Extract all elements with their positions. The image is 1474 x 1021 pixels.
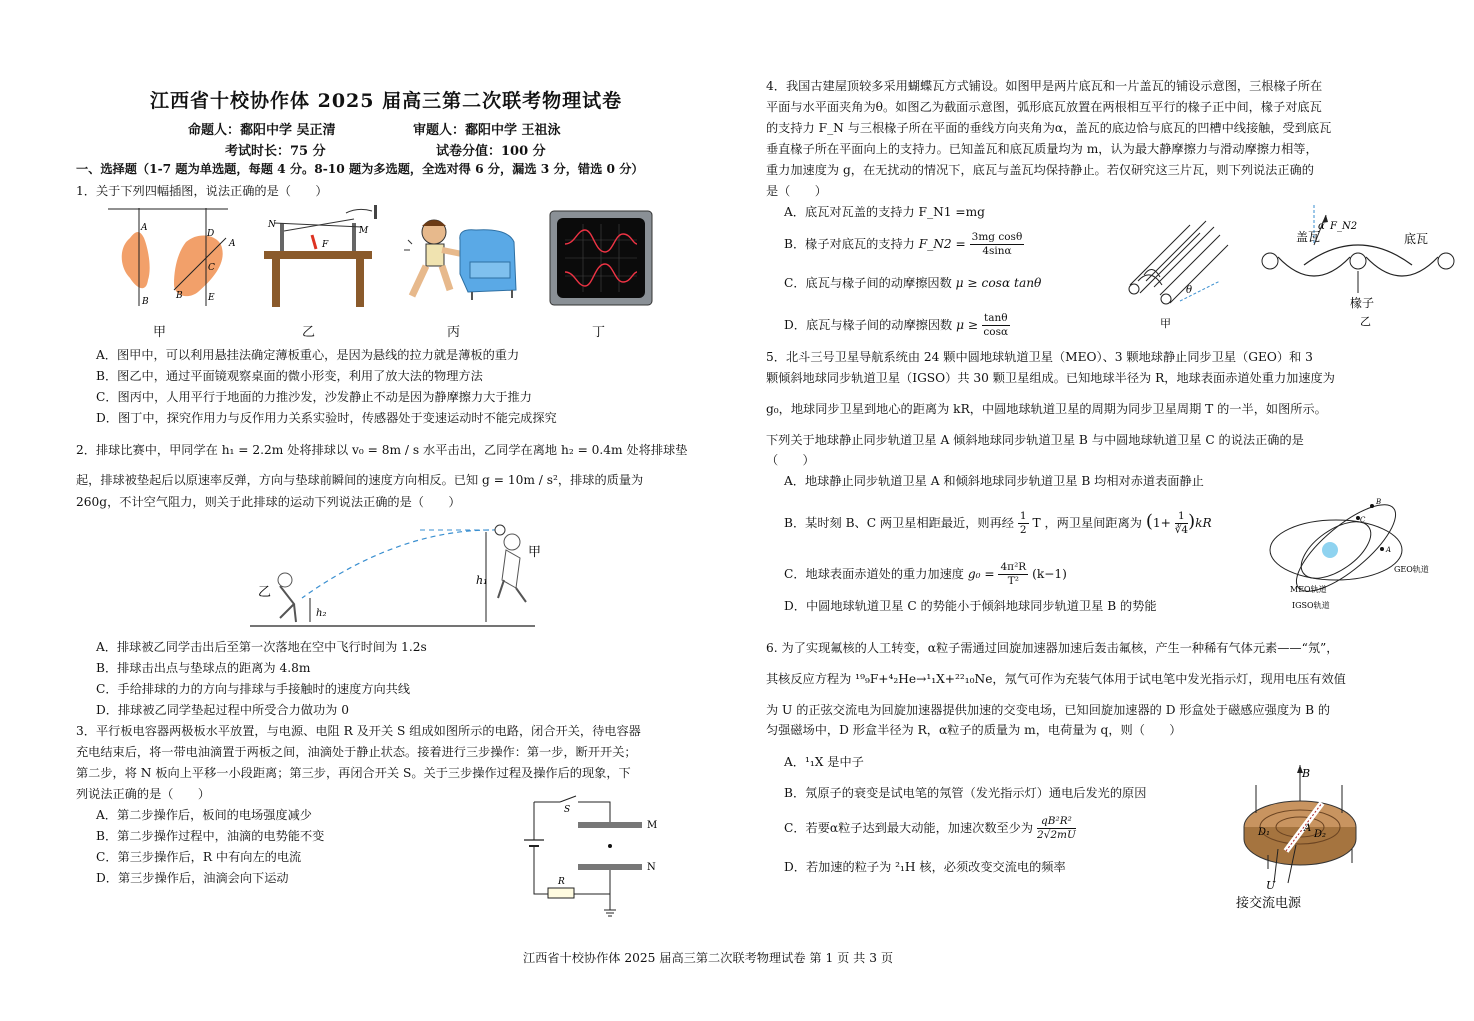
caption-bing: 丙 [447,325,461,340]
board-shape-left [122,232,150,288]
svg-text:A: A [1304,823,1312,834]
q6-option-c: C．若要α粒子达到最大动能，加速次数至少为 $\frac{\text{qB²R²}}{2√2mU}$ [784,815,1076,841]
svg-text:h₁: h₁ [476,574,488,587]
q1-figure-bing [398,210,523,308]
q2-option-b: B．排球击出点与垫球点的距离为 4.8m [96,661,311,675]
q5-option-c: C．地球表面赤道处的重力加速度 g₀ = $\frac{\text{4π²R}}{\text{T²}}$ (k−1) [784,561,1067,587]
svg-text:h₂: h₂ [316,608,327,619]
q2-figure [250,518,540,628]
caption-ding: 丁 [592,325,606,340]
q3-option-b: B．第二步操作过程中，油滴的电势能不变 [96,829,325,843]
svg-text:IGSO轨道: IGSO轨道 [1292,601,1330,610]
q2-line-2: 起，排球被垫起后以原速率反弹，方向与垫球前瞬间的速度方向相反。已知 g = 10m / s²，排球的质量为 [76,473,644,487]
svg-text:M: M [359,226,369,236]
svg-text:乙: 乙 [258,585,272,600]
q1-option-d: D．图丁中，探究作用力与反作用力关系实验时，传感器处于变速运动时不能完成探究 [96,411,557,425]
score-line: 试卷分值：100 分 [436,144,546,159]
svg-text:N: N [268,220,276,230]
q1-option-c: C．图丙中，人用平行于地面的力推沙发，沙发静止不动是因为静摩擦力大于推力 [96,390,532,404]
q4-line-6: 是（ ） [766,184,827,198]
q3-line-2: 充电结束后，将一带电油滴置于两板之间，油滴处于静止状态。接着进行三步操作：第一步，断开开关； [76,745,637,759]
q3-option-c: C．第三步操作后，R 中有向左的电流 [96,850,302,864]
q4-figure-yi [1258,205,1458,330]
q4-option-d: D．底瓦与椽子间的动摩擦因数 μ ≥ $\frac{\tan\theta}{\cos\alpha}$ [784,312,1009,338]
svg-text:A: A [141,223,148,233]
q4-line-2: 平面与水平面夹角为θ。如图乙为截面示意图，弧形底瓦放置在两根相互平行的椽子正中间，椽子对底瓦 [766,100,1322,114]
svg-text:F: F [322,240,329,250]
q6-line-2: 其核反应方程为 ¹⁹₉F+⁴₂He→¹₁X+²²₁₀Ne，氖气可作为充装气体用于试电笔中发光指示灯，现用电压有效值 [766,672,1346,686]
q3-line-3: 第二步，将 N 板向上平移一小段距离；第三步，再闭合开关 S。关于三步操作过程及操作后的现象，下 [76,766,631,780]
q3-option-d: D．第三步操作后，油滴会向下运动 [96,871,289,885]
q6-line-4: 匀强磁场中，D 形盒半径为 R，α粒子的质量为 m，电荷量为 q，则（ ） [766,723,1182,737]
q1-figure-jia [108,208,236,308]
q5-line-3: g₀，地球同步卫星到地心的距离为 kR，中圆地球轨道卫星的周期为同步卫星周期 T 的一半，如图所示。 [766,402,1327,416]
q1-option-a: A．图甲中，可以利用悬挂法确定薄板重心，是因为悬线的拉力就是薄板的重力 [96,348,520,362]
q6-option-a: A．¹₁X 是中子 [784,755,864,769]
q6-line-1: 6. 为了实现氟核的人工转变，α粒子需通过回旋加速器加速后轰击氟核，产生一种稀有气体元素——“氖”， [766,641,1339,655]
svg-text:底瓦: 底瓦 [1404,232,1429,246]
svg-text:A: A [229,239,236,249]
section-heading: 一、选择题（1-7 题为单选题，每题 4 分。8-10 题为多选题，全选对得 6 分，漏选 3 分，错选 0 分） [76,162,644,176]
svg-text:M: M [647,820,658,831]
q6-option-b: B．氖原子的衰变是试电笔的氖管（发光指示灯）通电后发光的原因 [784,786,1147,800]
svg-text:椽子: 椽子 [1350,296,1375,310]
q2-line-3: 260g，不计空气阻力，则关于此排球的运动下列说法正确的是（ ） [76,495,461,509]
q5-option-b: B．某时刻 B、C 两卫星相距最近，则再经 $\frac{1}{2}$ T ，两卫星间距离为 (1+ $\frac{1}{∛4}$ )kR [784,510,1212,536]
q1-figure-ding [549,210,653,306]
q4-option-c: C．底瓦与椽子间的动摩擦因数 μ ≥ cosα tanθ [784,276,1042,290]
reviewer-line: 审题人：鄱阳中学 王祖泳 [413,123,561,138]
caption-yi: 乙 [302,325,316,340]
svg-text:GEO轨道: GEO轨道 [1394,565,1429,574]
q2-line-1: 2．排球比赛中，甲同学在 h₁ = 2.2m 处将排球以 v₀ = 8m / s 水平击出，乙同学在离地 h₂ = 0.4m 处将排球垫 [76,443,688,457]
svg-text:D₁: D₁ [1258,827,1271,838]
page-footer: 江西省十校协作体 2025 届高三第二次联考物理试卷 第 1 页 共 3 页 [523,951,894,965]
q5-line-4: 下列关于地球静止同步轨道卫星 A 倾斜地球同步轨道卫星 B 与中圆地球轨道卫星 C 的说法正确的是 [766,433,1304,447]
q6-line-3: 为 U 的正弦交流电为回旋加速器提供加速的交变电场，已知回旋加速器的 D 形盒处于磁感应强度为 B 的 [766,703,1331,717]
svg-text:甲: 甲 [528,545,542,560]
q2-option-a: A．排球被乙同学击出后至第一次落地在空中飞行时间为 1.2s [96,640,427,654]
q1-figure-yi [262,205,382,310]
q5-option-a: A．地球静止同步轨道卫星 A 和倾斜地球同步轨道卫星 B 均相对赤道表面静止 [784,474,1204,488]
svg-text:A: A [1386,546,1392,554]
svg-text:F_N2: F_N2 [1330,221,1358,232]
q4-line-1: 4．我国古建屋顶较多采用蝴蝶瓦方式铺设。如图甲是两片底瓦和一片盖瓦的铺设示意图，三根椽子所在 [766,79,1323,93]
author-line: 命题人：鄱阳中学 吴正清 [188,123,336,138]
q2-option-d: D．排球被乙同学垫起过程中所受合力做功为 0 [96,703,349,717]
svg-text:α: α [1318,221,1325,232]
duration-line: 考试时长：75 分 [225,144,326,159]
q3-option-a: A．第二步操作后，板间的电场强度减少 [96,808,312,822]
svg-text:R: R [558,877,565,887]
q6-cyclotron-figure [1234,765,1384,915]
q3-line-4: 列说法正确的是（ ） [76,787,211,801]
svg-text:D: D [207,229,215,239]
svg-text:S: S [564,805,571,815]
q3-line-1: 3．平行板电容器两极板水平放置，与电源、电阻 R 及开关 S 组成如图所示的电路，闭合开关，待电容器 [76,724,641,738]
q2-option-c: C．手给排球的力的方向与排球与手接触时的速度方向共线 [96,682,411,696]
q1-stem: 1．关于下列四幅插图，说法正确的是（ ） [76,184,328,198]
svg-text:θ: θ [1186,285,1193,296]
svg-text:E: E [208,293,215,303]
svg-text:B: B [142,297,149,307]
svg-text:B: B [1376,498,1382,506]
svg-text:C: C [1360,516,1366,524]
caption-jia: 甲 [153,325,167,340]
q4-line-5: 重力加速度为 g，在无扰动的情况下，底瓦与盖瓦均保持静止。若仅研究这三片瓦，则下列说法正确的 [766,163,1314,177]
q5-line-1: 5．北斗三号卫星导航系统由 24 颗中圆地球轨道卫星（MEO）、3 颗地球静止同步卫星（GEO）和 3 [766,350,1313,364]
svg-text:N: N [647,862,656,873]
svg-text:乙: 乙 [1360,315,1371,328]
q1-option-b: B．图乙中，通过平面镜观察桌面的微小形变，利用了放大法的物理方法 [96,369,483,383]
q4-line-4: 垂直椽子所在平面向上的支持力。已知盖瓦和底瓦质量均为 m，认为最大静摩擦力与滑动摩擦力相等， [766,142,1318,156]
q4-figure-jia [1120,205,1230,330]
q4-option-a: A．底瓦对瓦盖的支持力 F_N1 =mg [784,205,985,219]
svg-text:甲: 甲 [1160,317,1171,330]
q5-option-d: D．中圆地球轨道卫星 C 的势能小于倾斜地球同步轨道卫星 B 的势能 [784,599,1157,613]
q4-line-3: 的支持力 F_N 与三根椽子所在平面的垂线方向夹角为α，盖瓦的底边恰与底瓦的凹槽中线接触，受到底瓦 [766,121,1332,135]
q5-line-5: （ ） [766,453,815,467]
svg-text:C: C [208,263,215,273]
q4-option-b: B．椽子对底瓦的支持力 F_N2 = $\frac{\text{3mg cosθ}}{4\sin\alpha}$ [784,231,1023,257]
svg-text:B: B [1302,767,1311,780]
q5-orbit-figure [1268,494,1438,619]
svg-text:U: U [1266,879,1276,892]
svg-text:接交流电源: 接交流电源 [1236,896,1302,911]
svg-text:B: B [176,291,183,301]
svg-text:MEO轨道: MEO轨道 [1290,585,1327,594]
svg-text:盖瓦: 盖瓦 [1296,230,1321,244]
q5-line-2: 颗倾斜地球同步轨道卫星（IGSO）共 30 颗卫星组成。已知地球半径为 R，地球表面赤道处重力加速度为 [766,371,1335,385]
q6-option-d: D．若加速的粒子为 ²₁H 核，必须改变交流电的频率 [784,860,1066,874]
svg-text:D₂: D₂ [1314,829,1327,840]
q3-circuit-figure [520,794,670,920]
page-title: 江西省十校协作体 2025 届高三第二次联考物理试卷 [150,90,623,112]
